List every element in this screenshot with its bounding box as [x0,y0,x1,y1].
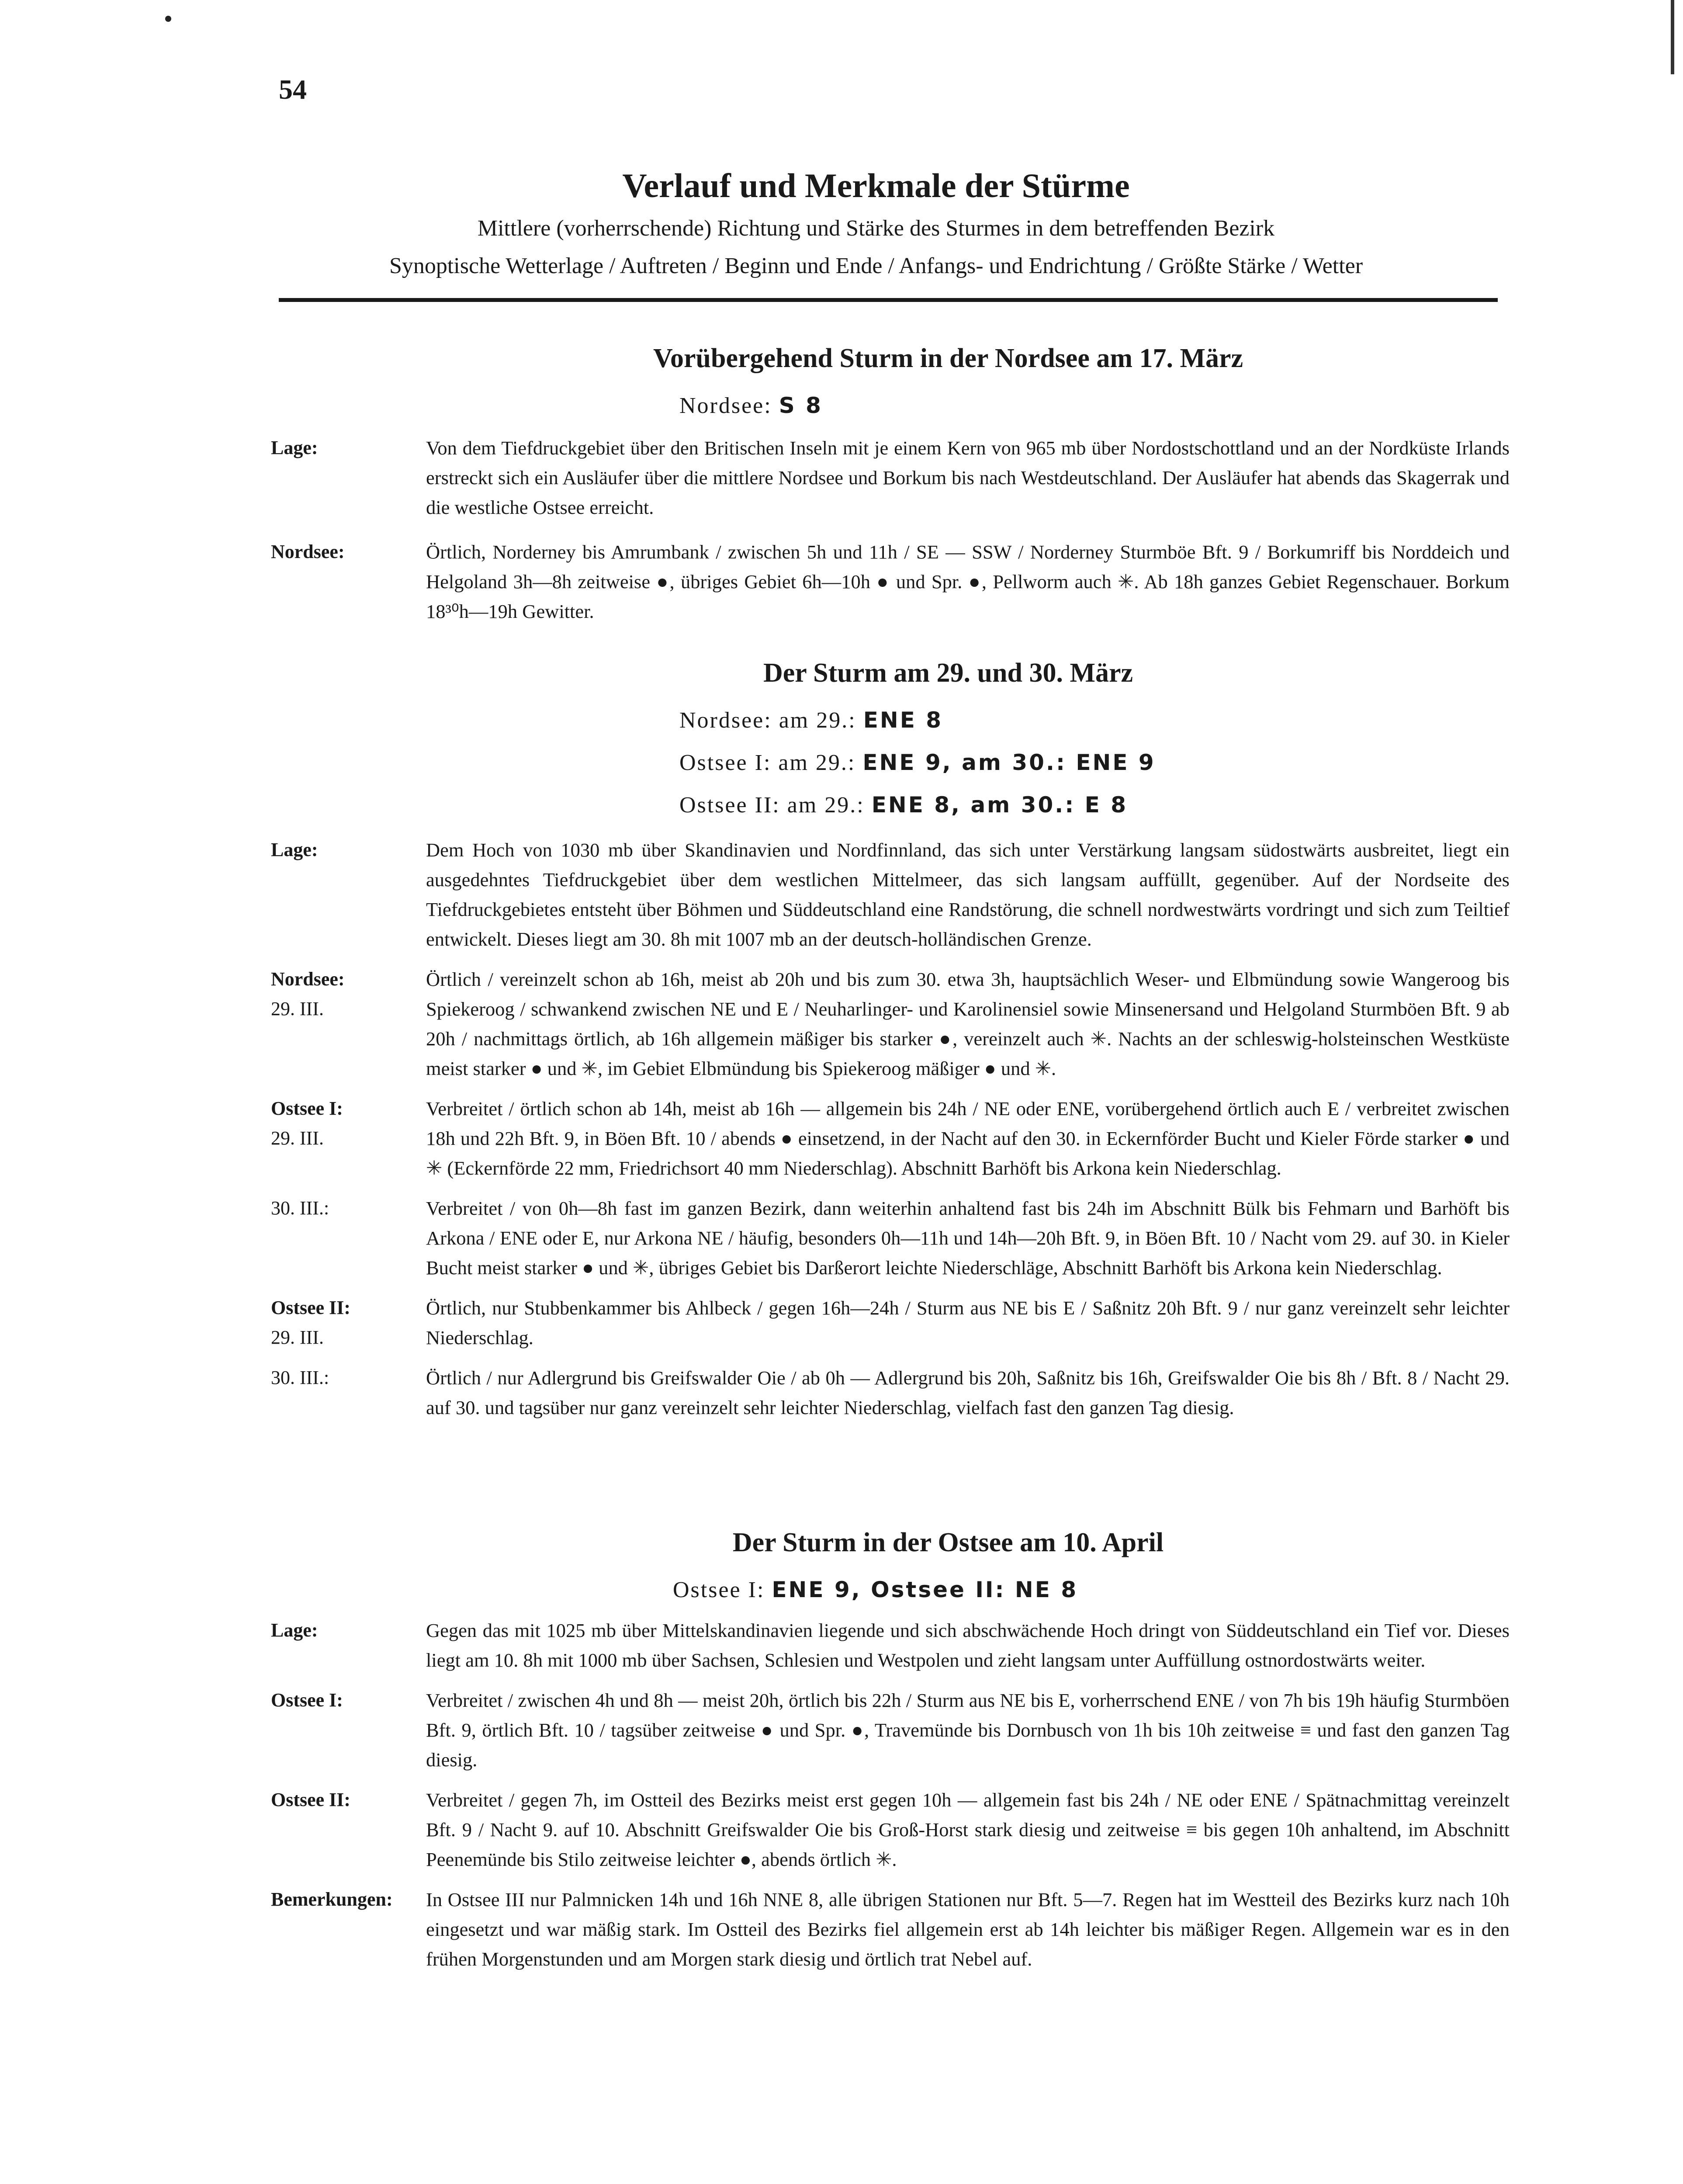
section-title: Der Sturm am 29. und 30. März [763,658,1133,688]
region-summary [271,385,1529,427]
entry-text: Örtlich, Norderney bis Amrumbank / zwischen 5h und 11h / SE — SSW / Norderney Sturmböe Bft. 9 / Borkumriff bis Norddeich und Helgoland 3h—8h zeitweise ●, übriges Gebiet 6h—10h ● und Spr. ●, Pellworm auch ✳. Ab 18h ganzes Gebiet Regenschauer. Borkum 18³⁰h—19h Gewitter. [426,541,1510,622]
region-line [271,1569,1529,1611]
page-subtitle-1: Mittlere (vorherrschende) Richtung und Stärke des Sturmes in dem betreffenden Bezirk [477,216,1275,241]
region-line [271,699,1529,742]
entry-ostsee1-30 [271,1193,1529,1283]
page-number: 54 [279,74,307,105]
entry-text: Örtlich / nur Adlergrund bis Greifswalder Oie / ab 0h — Adlergrund bis 20h, Saßnitz bis 16h, Greifswalder Oie bis 8h / Bft. 8 / Nacht 29. auf 30. und tagsüber nur ganz vereinzelt sehr leichter Niederschlag, vielfach fast den ganzen Tag diesig. [426,1367,1510,1418]
region-value: ENE 8 [863,707,943,733]
entry-text: Verbreitet / örtlich schon ab 14h, meist ab 16h — allgemein bis 24h / NE oder ENE, vorübergehend örtlich auch E / verbreitet zwischen 18h und 22h Bft. 9, in Böen Bft. 10 / abends ● einsetzend, in der Nacht auf den 30. in Eckernförder Bucht und Kieler Förde starker ● und ✳ (Eckernförde 22 mm, Friedrichsort 40 mm Niederschlag). Abschnitt Barhöft bis Arkona kein Niederschlag. [426,1098,1510,1179]
section-title: Der Sturm in der Ostsee am 10. April [732,1528,1164,1557]
entry-text: Gegen das mit 1025 mb über Mittelskandinavien liegende und sich abschwächende Hoch dringt von Süddeutschland ein Tief vor. Dieses liegt am 10. 8h mit 1000 mb über Sachsen, Schlesien und Westpolen und zieht langsam unter Auffüllung ostnordostwärts weiter. [426,1619,1510,1671]
entry-label: Lage: [271,437,318,458]
region-value: ENE 8, am 30.: E 8 [871,792,1128,818]
entry-ostsee1 [271,1685,1529,1775]
region-line [271,742,1529,784]
entry-text: Örtlich, nur Stubbenkammer bis Ahlbeck / gegen 16h—24h / Sturm aus NE bis E / Saßnitz 20h Bft. 9 / nur ganz vereinzelt sehr leichter Niederschlag. [426,1297,1510,1349]
entry-label: Nordsee: [271,541,345,562]
entry-label: Ostsee I: [271,1689,343,1711]
scan-speck [165,16,171,22]
entry-ostsee2-30 [271,1363,1529,1422]
region-value: S 8 [779,393,823,418]
entry-label: Nordsee: 29. III. [271,968,345,1019]
entry-nordsee-29 [271,964,1529,1083]
region-summary [271,699,1529,826]
entry-label: Ostsee I: 29. III. [271,1098,343,1149]
region-line [271,385,1529,427]
entry-label: 30. III.: [271,1197,329,1219]
region-name: Ostsee I: am 29.: [679,750,856,775]
entry-lage [271,1615,1529,1675]
entry-text: Dem Hoch von 1030 mb über Skandinavien und Nordfinnland, das sich unter Verstärkung langsam südostwärts ausbreitet, liegt ein ausgedehntes Tiefdruckgebiet über dem westlichen Mittelmeer, das sich langsam auffüllt, gegenüber. Auf der Nordseite des Tiefdruckgebietes entsteht über Böhmen und Süddeutschland eine Randstörung, die schnell nordwestwärts vordringt und sich zum Teiltief entwickelt. Dieses liegt am 30. 8h mit 1007 mb an der deutsch-holländischen Grenze. [426,839,1510,950]
section-storm-10-april [271,1521,1529,1974]
region-summary [271,1569,1529,1611]
entry-ostsee1-29 [271,1094,1529,1183]
entry-label: Lage: [271,1619,318,1641]
region-value: ENE 9, am 30.: ENE 9 [862,750,1156,775]
entry-text: In Ostsee III nur Palmnicken 14h und 16h NNE 8, alle übrigen Stationen nur Bft. 5—7. Regen hat im Westteil des Bezirks kurz nach 10h eingesetzt und war mäßig stark. Im Ostteil des Bezirks fiel allgemein erst ab 14h leichter bis mäßiger Regen. Allgemein war es in den frühen Morgenstunden und am Morgen stark diesig und örtlich trat Nebel auf. [426,1889,1510,1970]
section-storm-29-30-march [271,651,1529,1422]
entry-label: Bemerkungen: [271,1889,393,1910]
region-name: Nordsee: [679,393,772,418]
entry-text: Von dem Tiefdruckgebiet über den Britischen Inseln mit je einem Kern von 965 mb über Nordostschottland und an der Nordküste Irlands erstreckt sich ein Ausläufer über die mittlere Nordsee und Borkum bis nach Westdeutschland. Der Ausläufer hat abends das Skagerrak und die westliche Ostsee erreicht. [426,437,1510,518]
entry-text: Verbreitet / zwischen 4h und 8h — meist 20h, örtlich bis 22h / Sturm aus NE bis E, vorherrschend ENE / von 7h bis 19h häufig Sturmböen Bft. 9, örtlich Bft. 10 / tagsüber zeitweise ● und Spr. ●, Travemünde bis Dornbusch von 1h bis 10h zeitweise ≡ und fast den ganzen Tag diesig. [426,1689,1510,1771]
entry-text: Verbreitet / von 0h—8h fast im ganzen Bezirk, dann weiterhin anhaltend fast bis 24h im Abschnitt Bülk bis Fehmarn und Barhöft bis Arkona / ENE oder E, nur Arkona NE / häufig, besonders 0h—11h und 14h—20h Bft. 9, in Böen Bft. 10 / Nacht vom 29. auf 30. in Kieler Bucht meist starker ● und ✳, übriges Gebiet bis Darßerort leichte Niederschläge, Abschnitt Barhöft bis Arkona kein Niederschlag. [426,1197,1510,1279]
entry-lage [271,433,1529,522]
page-subtitle-2: Synoptische Wetterlage / Auftreten / Beginn und Ende / Anfangs- und Endrichtung / Größte Stärke / Wetter [389,253,1363,278]
entry-text: Örtlich / vereinzelt schon ab 16h, meist ab 20h und bis zum 30. etwa 3h, hauptsächlich Weser- und Elbmündung sowie Wangeroog bis Spiekeroog / schwankend zwischen NE und E / Neuharlinger- und Karolinensiel sowie Minsenersand und Helgoland Sturmböen Bft. 9 ab 20h / nachmittags örtlich, ab 16h allgemein mäßiger bis starker ●, vereinzelt auch ✳. Nachts an der schleswig-holsteinschen Westküste meist starker ● und ✳, im Gebiet Elbmündung bis Spiekeroog mäßiger ● und ✳. [426,968,1510,1079]
region-line [271,784,1529,826]
region-value: ENE 9, Ostsee II: NE 8 [772,1577,1078,1602]
section-storm-17-march [271,336,1529,626]
section-title: Vorübergehend Sturm in der Nordsee am 17. März [653,343,1243,373]
entry-nordsee [271,537,1529,626]
entry-ostsee2 [271,1785,1529,1874]
entry-lage [271,835,1529,954]
entry-label: Ostsee II: [271,1789,351,1810]
region-name: Ostsee II: am 29.: [679,793,865,818]
entry-ostsee2-29 [271,1293,1529,1352]
entry-text: Verbreitet / gegen 7h, im Ostteil des Bezirks meist erst gegen 10h — allgemein fast bis 24h / NE oder ENE / Spätnachmittag vereinzelt Bft. 9 / Nacht 9. auf 10. Abschnitt Greifswalder Oie bis Groß-Horst stark diesig und zeitweise ≡ bis gegen 10h anhaltend, im Abschnitt Peenemünde bis Stilo zeitweise leichter ●, abends örtlich ✳. [426,1789,1510,1870]
page-title: Verlauf und Merkmale der Stürme [622,166,1130,205]
region-name: Ostsee I: [673,1577,765,1602]
entry-label: 30. III.: [271,1367,329,1388]
entry-label: Lage: [271,839,318,860]
region-name: Nordsee: am 29.: [679,708,856,733]
page-header [271,162,1481,285]
entry-label: Ostsee II: 29. III. [271,1297,351,1348]
entry-bemerkungen [271,1885,1529,1974]
header-rule [279,298,1498,302]
scan-edge-mark [1671,0,1674,74]
